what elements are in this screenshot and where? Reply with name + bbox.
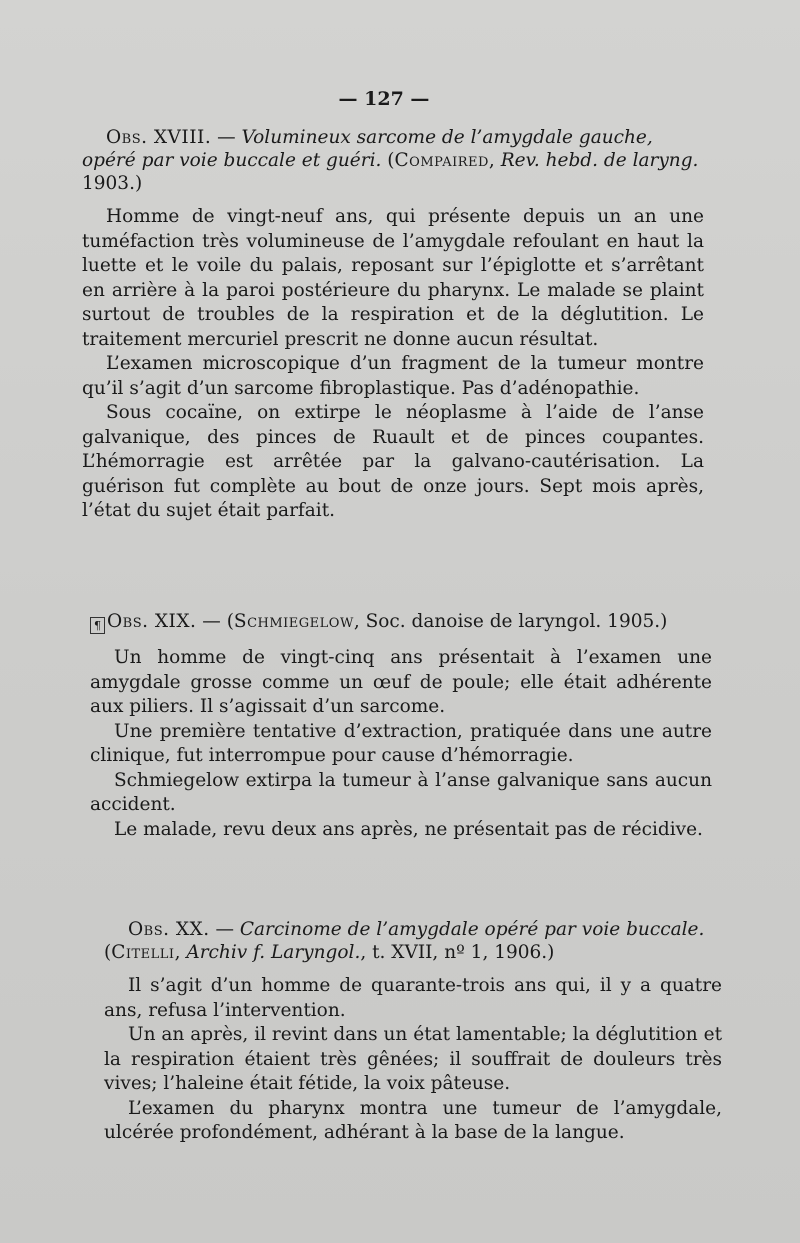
ref-sep: , (174, 942, 187, 963)
observation-18-heading (82, 126, 704, 195)
heading-dash: — (209, 919, 240, 940)
observation-19-author: Schmiegelow (233, 611, 354, 632)
paragraph: Un homme de vingt-cinq ans présentait à l’examen une amygdale grosse comme un œuf de poule; elle était adhérente aux piliers. Il s’agissait d’un sarcome. (90, 647, 712, 717)
heading-dash: — (196, 611, 227, 632)
paragraph: Homme de vingt-neuf ans, qui présente depuis un an une tuméfaction très volumineuse de l’amygdale refoulant en haut la luette et le voile du palais, reposant sur l’épiglotte et s’arrêtant en arrière à la paroi postérieure du pharynx. Le malade se plaint surtout de troubles de la respiration et de la déglutition. Le traitement mercuriel prescrit ne donne aucun résultat. (82, 206, 704, 350)
observation-20-heading (104, 918, 722, 964)
paragraph: Un an après, il revint dans un état lamentable; la déglutition et la respiration étaient très gênées; il souffrait de douleurs très vives; l’haleine était fétide, la voix pâteuse. (104, 1024, 722, 1094)
observation-18-title: Volumineux sarcome de l’amygdale gauche, opéré par voie buccale et guéri. (82, 127, 653, 171)
observation-18 (82, 126, 704, 524)
ref-open: ( (226, 611, 234, 632)
paragraph: Il s’agit d’un homme de quarante-trois ans qui, il y a quatre ans, refusa l’intervention. (104, 975, 722, 1021)
ref-open: ( (381, 150, 395, 171)
observation-20 (104, 918, 722, 1146)
paragraph: L’examen microscopique d’un fragment de la tumeur montre qu’il s’agit d’un sarcome fibroplastique. Pas d’adénopathie. (82, 353, 704, 399)
observation-18-author: Compaired (394, 150, 489, 171)
observation-20-label: Obs. XX. (128, 919, 210, 940)
observation-18-journal: Rev. hebd. de laryng. (500, 150, 699, 171)
observation-19-ref: , Soc. danoise de laryngol. 1905.) (353, 611, 668, 632)
paragraph: Une première tentative d’extraction, pratiquée dans une autre clinique, fut interrompue pour cause d’hémorragie. (90, 720, 712, 766)
page-number: — 127 — (338, 88, 430, 110)
paragraph: Sous cocaïne, on extirpe le néoplasme à l’aide de l’anse galvanique, des pinces de Ruault et de pinces coupantes. L’hémorragie est arrêtée par la galvano-cautérisation. La guérison fut complète au bout de onze jours. Sept mois après, l’état du sujet était parfait. (82, 402, 704, 521)
ref-close: 1903.) (82, 173, 143, 194)
margin-mark-icon: ¶ (90, 617, 105, 634)
observation-20-author: Citelli (111, 942, 175, 963)
observation-20-title: Carcinome de l’amygdale opéré par voie buccale. (239, 919, 705, 940)
paragraph: Schmiegelow extirpa la tumeur à l’anse galvanique sans aucun accident. (90, 769, 712, 815)
observation-19-heading (90, 610, 712, 634)
ref-close: , t. XVII, nº 1, 1906.) (360, 942, 555, 963)
observation-20-journal: Archiv f. Laryngol. (186, 942, 361, 963)
ref-open: ( (104, 942, 112, 963)
heading-dash: — (211, 127, 242, 148)
paragraph: Le malade, revu deux ans après, ne présentait pas de récidive. (114, 818, 703, 840)
observation-19 (90, 610, 712, 842)
observation-18-label: Obs. XVIII. (106, 127, 212, 148)
ref-sep: , (488, 150, 501, 171)
observation-19-label: Obs. XIX. (107, 611, 197, 632)
paragraph: L’examen du pharynx montra une tumeur de l’amygdale, ulcérée profondément, adhérant à la base de la langue. (104, 1097, 722, 1143)
